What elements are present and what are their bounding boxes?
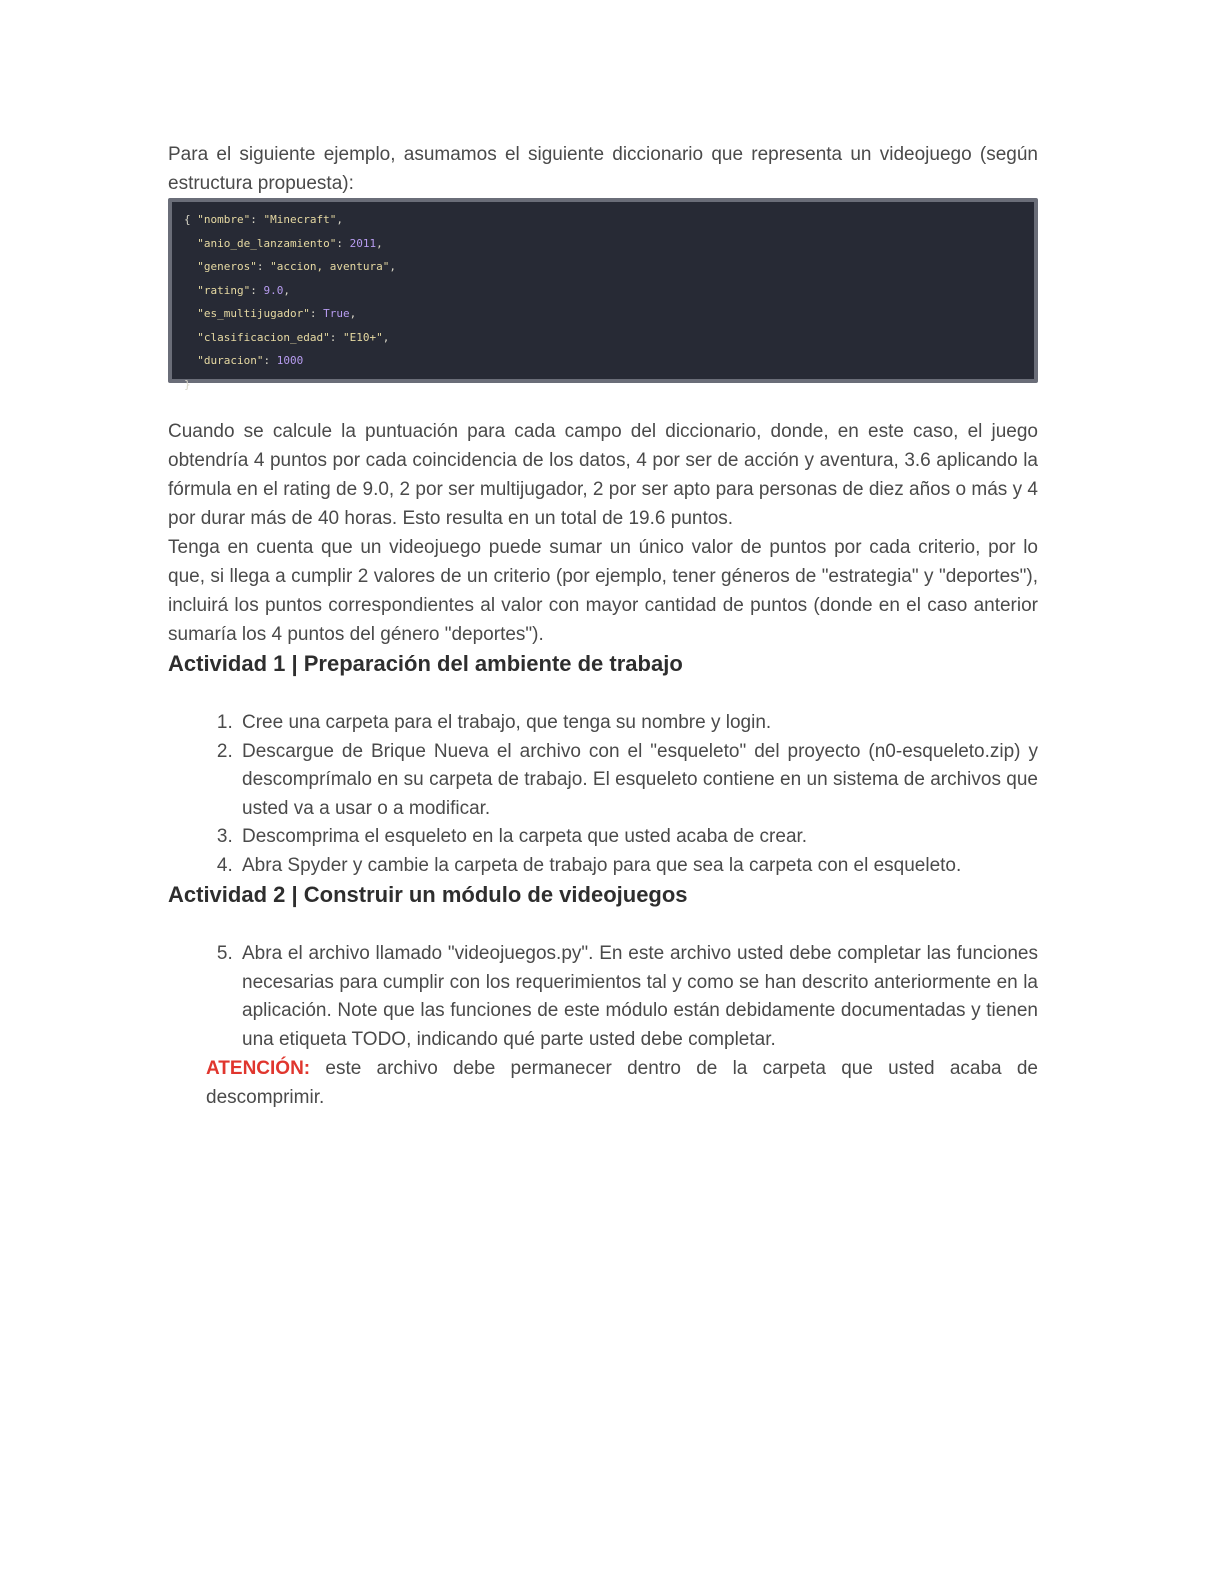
code-line xyxy=(184,232,1022,256)
code-token xyxy=(184,331,197,344)
code-token: , xyxy=(376,236,383,250)
code-token: "accion, aventura" xyxy=(270,260,390,273)
code-token: "duracion" xyxy=(197,354,264,367)
section-heading-activity-2: Actividad 2 | Construir un módulo de videojuegos xyxy=(168,882,688,907)
list-item: 3. Descomprima el esqueleto en la carpeta que usted acaba de crear. xyxy=(238,823,1038,852)
code-token: True xyxy=(323,307,350,320)
code-token: : xyxy=(256,260,271,273)
code-token: : xyxy=(329,330,343,344)
scoring-paragraph: Cuando se calcule la puntuación para cada campo del diccionario, donde, en este caso, el juego obtendría 4 puntos por cada coincidencia de los datos, 4 por ser de acción y aventura, 3.6 aplicando la fórmula en el rating de 9.0, 2 por ser multijugador, 2 por ser apto para personas de diez años o más y 4 por durar más de 40 horas. Esto resulta en un total de 19.6 puntos. xyxy=(168,421,1038,529)
activity-1-steps xyxy=(168,709,1038,880)
code-token: , xyxy=(349,307,357,320)
code-token: , xyxy=(389,260,396,273)
code-token: "anio_de_lanzamiento" xyxy=(197,236,337,250)
code-line xyxy=(184,302,1022,326)
code-token: "rating" xyxy=(197,283,251,297)
code-block xyxy=(168,198,1038,391)
code-token xyxy=(184,237,197,250)
section-heading-activity-1: Actividad 1 | Preparación del ambiente de trabajo xyxy=(168,651,683,676)
code-line xyxy=(184,373,1022,397)
code-token: , xyxy=(382,330,390,344)
code-token xyxy=(184,354,197,367)
code-token: "clasificacion_edad" xyxy=(197,330,330,344)
code-token: , xyxy=(283,283,290,297)
code-token: : xyxy=(336,236,350,250)
code-line xyxy=(184,279,1022,303)
intro-paragraph: Para el siguiente ejemplo, asumamos el siguiente diccionario que representa un videojuego (según estructura propuesta): xyxy=(168,144,1038,194)
code-token: 2011 xyxy=(349,236,377,250)
code-token: : xyxy=(250,283,264,297)
code-token: "Minecraft" xyxy=(263,213,337,226)
code-line xyxy=(184,349,1022,373)
code-token: "es_multijugador" xyxy=(197,307,310,320)
code-token: : xyxy=(263,354,277,367)
code-token: , xyxy=(336,213,343,226)
list-item: 2. Descargue de Brique Nueva el archivo con el "esqueleto" del proyecto (n0-esqueleto.zip) y descomprímalo en su carpeta de trabajo. El esqueleto contiene en un sistema de archivos que usted va a usar o a modificar. xyxy=(238,738,1038,824)
code-token: "nombre" xyxy=(197,213,251,226)
code-token xyxy=(184,260,197,273)
code-line xyxy=(184,255,1022,279)
document-page xyxy=(168,140,1038,1112)
code-line xyxy=(184,326,1022,350)
code-token xyxy=(184,284,197,297)
code-token: { xyxy=(184,213,198,226)
criteria-paragraph: Tenga en cuenta que un videojuego puede sumar un único valor de puntos por cada criterio, por lo que, si llega a cumplir 2 valores de un criterio (por ejemplo, tener géneros de "estrategia" y "deportes"), incluirá los puntos correspondientes al valor con mayor cantidad de puntos (donde en el caso anterior sumaría los 4 puntos del género "deportes"). xyxy=(168,537,1038,645)
code-token: 9.0 xyxy=(263,283,284,297)
code-token: "E10+" xyxy=(342,330,383,344)
code-token xyxy=(184,307,197,320)
list-item: 4. Abra Spyder y cambie la carpeta de trabajo para que sea la carpeta con el esqueleto. xyxy=(238,852,1038,881)
code-token: 1000 xyxy=(276,354,304,367)
activity-2-steps xyxy=(168,940,1038,1054)
list-item: 5. Abra el archivo llamado "videojuegos.py". En este archivo usted debe completar las funciones necesarias para cumplir con los requerimientos tal y como se han descrito anteriormente en la aplicación. Note que las funciones de este módulo están debidamente documentadas y tienen una etiqueta TODO, indicando qué parte usted debe completar. xyxy=(238,940,1038,1054)
attention-text: este archivo debe permanecer dentro de la carpeta que usted acaba de descomprimir. xyxy=(206,1058,1038,1108)
code-token: : xyxy=(250,213,264,226)
code-line xyxy=(184,208,1022,232)
code-token: "generos" xyxy=(197,260,257,273)
attention-label: ATENCIÓN: xyxy=(206,1058,311,1079)
attention-note xyxy=(206,1054,1038,1112)
list-item: 1. Cree una carpeta para el trabajo, que tenga su nombre y login. xyxy=(238,709,1038,738)
code-token: : xyxy=(309,307,324,320)
code-token: } xyxy=(184,377,191,391)
